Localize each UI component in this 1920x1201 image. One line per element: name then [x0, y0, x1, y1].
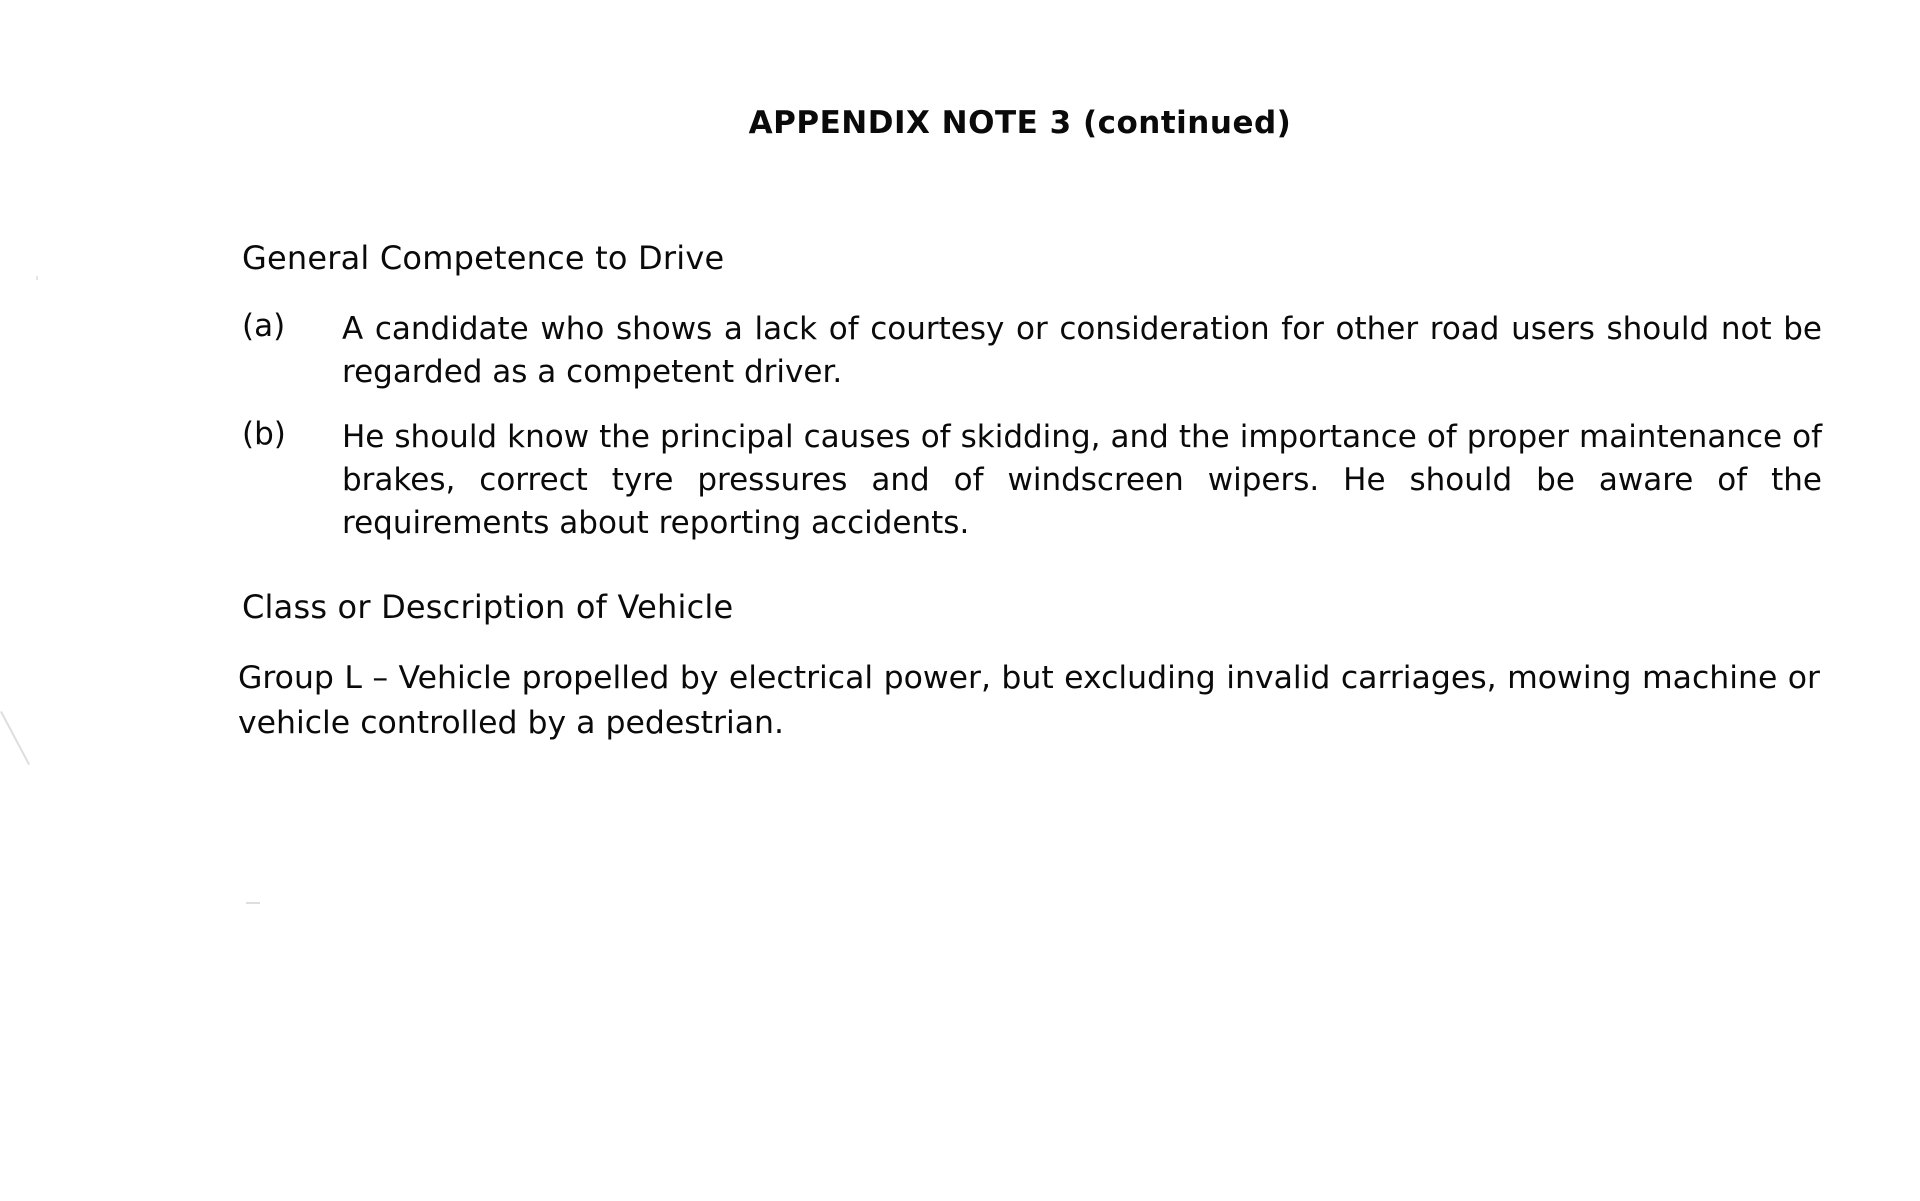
item-marker: (b): [242, 416, 286, 452]
scan-mark: [0, 711, 30, 765]
item-text: A candidate who shows a lack of courtesy or consideration for other road users should not be regarded as a competent driver.: [342, 311, 1822, 390]
scan-mark: [36, 276, 38, 280]
item-marker: (a): [242, 308, 286, 344]
page-title: APPENDIX NOTE 3 (continued): [748, 105, 1292, 141]
section-heading-vehicle-class: Class or Description of Vehicle: [242, 588, 734, 626]
scan-mark: [246, 902, 260, 904]
item-text: He should know the principal causes of skidding, and the importance of proper maintenance of brakes, correct tyre pressures and of windscreen wipers. He should be aware of the requirements about reporting accidents.: [342, 419, 1822, 541]
section-heading-competence: General Competence to Drive: [242, 239, 725, 277]
vehicle-class-paragraph: Group L – Vehicle propelled by electrical power, but excluding invalid carriages, mowing machine or vehicle controlled by a pedestrian.: [238, 660, 1820, 741]
